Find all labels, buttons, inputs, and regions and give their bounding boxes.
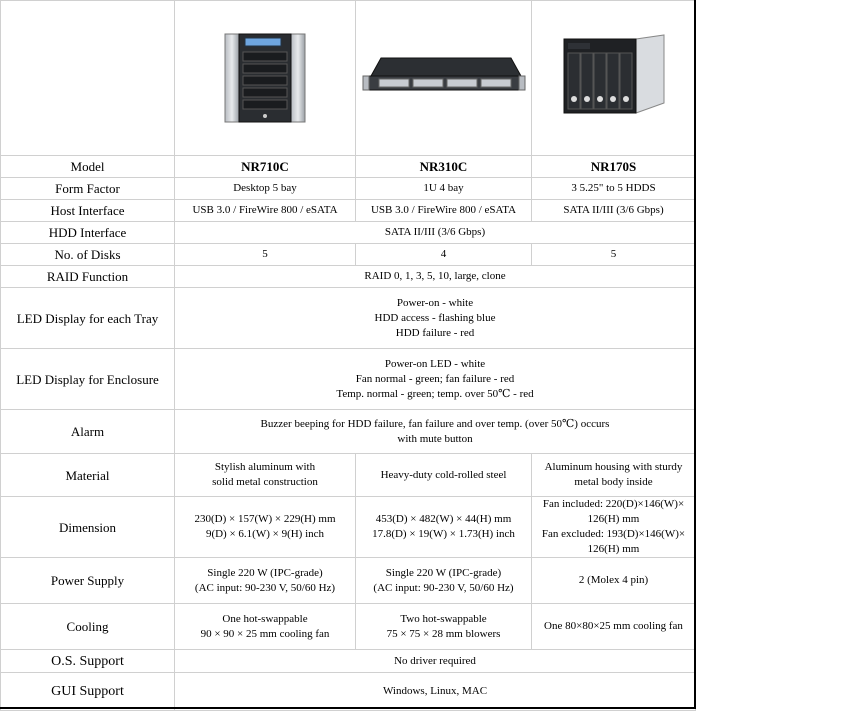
rackmount-enclosure-icon: [361, 48, 527, 108]
material-nr310c: [356, 454, 532, 497]
right-border-rule: [694, 0, 696, 709]
dimension-line: 230(D) × 157(W) × 229(H) mm: [194, 513, 336, 525]
led-tray-line: HDD failure - red: [395, 326, 475, 339]
power-line: (AC input: 90-230 V, 50/60 Hz): [194, 581, 336, 594]
material-line: Aluminum housing with sturdy: [544, 461, 683, 473]
cooling-nr710c: [175, 604, 356, 650]
dimension-line: 126(H) mm: [587, 543, 640, 555]
host-interface-nr310c: USB 3.0 / FireWire 800 / eSATA: [356, 200, 532, 222]
form-factor-nr170s: 3 5.25" to 5 HDDS: [532, 178, 696, 200]
row-led-tray: [1, 288, 696, 349]
material-nr170s: [532, 454, 696, 497]
host-interface-nr170s: SATA II/III (3/6 Gbps): [532, 200, 696, 222]
alarm-value: [175, 410, 696, 454]
power-nr310c: [356, 558, 532, 604]
label-material: Material: [1, 454, 175, 497]
led-enclosure-value: [175, 349, 696, 410]
model-nr310c: NR310C: [356, 156, 532, 178]
label-alarm: Alarm: [1, 410, 175, 454]
row-material: [1, 454, 696, 497]
dimension-line: Fan excluded: 193(D)×146(W)×: [541, 528, 686, 540]
led-enclosure-line: Fan normal - green; fan failure - red: [355, 372, 515, 385]
row-disks: [1, 244, 696, 266]
os-value: No driver required: [175, 650, 696, 673]
label-led-enclosure: LED Display for Enclosure: [1, 349, 175, 410]
row-gui: [1, 673, 696, 711]
cooling-nr170s: [532, 604, 696, 650]
label-host-interface: Host Interface: [1, 200, 175, 222]
power-nr170s: [532, 558, 696, 604]
model-nr170s: NR170S: [532, 156, 696, 178]
led-enclosure-line: Power-on LED - white: [384, 357, 486, 370]
material-line: Heavy-duty cold-rolled steel: [380, 468, 507, 481]
led-enclosure-line: Temp. normal - green; temp. over 50℃ - red: [336, 387, 534, 400]
row-hdd-interface: [1, 222, 696, 244]
dimension-nr170s: [532, 497, 696, 558]
row-form-factor: [1, 178, 696, 200]
row-dimension: [1, 497, 696, 558]
dimension-nr310c: [356, 497, 532, 558]
row-alarm: [1, 410, 696, 454]
label-model: Model: [1, 156, 175, 178]
led-tray-value: [175, 288, 696, 349]
cooling-nr310c: [356, 604, 532, 650]
form-factor-nr310c: 1U 4 bay: [356, 178, 532, 200]
gui-value: Windows, Linux, MAC: [175, 673, 696, 711]
cooling-line: Two hot-swappable: [400, 612, 487, 625]
label-cooling: Cooling: [1, 604, 175, 650]
dimension-line: Fan included: 220(D)×146(W)×: [542, 498, 685, 510]
raid-value: RAID 0, 1, 3, 5, 10, large, clone: [175, 266, 696, 288]
power-line: Single 220 W (IPC-grade): [207, 566, 323, 579]
label-led-tray: LED Display for each Tray: [1, 288, 175, 349]
product-image-nr710c: [175, 1, 356, 156]
material-line: metal body inside: [574, 476, 653, 488]
dimension-line: 126(H) mm: [587, 513, 640, 525]
dimension-line: 453(D) × 482(W) × 44(H) mm: [375, 513, 512, 525]
desktop-enclosure-icon: [215, 28, 315, 128]
dimension-line: 17.8(D) × 19(W) × 1.73(H) inch: [372, 528, 515, 540]
label-power: Power Supply: [1, 558, 175, 604]
power-line: Single 220 W (IPC-grade): [385, 566, 502, 579]
material-line: solid metal construction: [212, 476, 318, 488]
disks-nr170s: 5: [532, 244, 696, 266]
cooling-line: One hot-swappable: [222, 612, 308, 625]
row-led-enclosure: [1, 349, 696, 410]
power-line: (AC input: 90-230 V, 50/60 Hz): [373, 581, 514, 594]
row-cooling: [1, 604, 696, 650]
label-dimension: Dimension: [1, 497, 175, 558]
disks-nr310c: 4: [356, 244, 532, 266]
material-line: Stylish aluminum with: [214, 461, 316, 473]
cooling-line: 90 × 90 × 25 mm cooling fan: [200, 627, 330, 640]
host-interface-nr710c: USB 3.0 / FireWire 800 / eSATA: [175, 200, 356, 222]
empty-corner-cell: [1, 1, 175, 156]
form-factor-nr710c: Desktop 5 bay: [175, 178, 356, 200]
row-host-interface: [1, 200, 696, 222]
label-os: O.S. Support: [1, 650, 175, 673]
label-disks: No. of Disks: [1, 244, 175, 266]
power-nr710c: [175, 558, 356, 604]
product-image-nr170s: [532, 1, 696, 156]
label-raid: RAID Function: [1, 266, 175, 288]
label-form-factor: Form Factor: [1, 178, 175, 200]
dimension-nr710c: [175, 497, 356, 558]
row-model: [1, 156, 696, 178]
model-nr710c: NR710C: [175, 156, 356, 178]
product-image-nr310c: [356, 1, 532, 156]
power-line: 2 (Molex 4 pin): [578, 574, 649, 586]
row-os: [1, 650, 696, 673]
disks-nr710c: 5: [175, 244, 356, 266]
hdd-interface-value: SATA II/III (3/6 Gbps): [175, 222, 696, 244]
alarm-line: with mute button: [397, 432, 473, 445]
material-nr710c: [175, 454, 356, 497]
led-tray-line: Power-on - white: [396, 296, 474, 309]
row-raid: [1, 266, 696, 288]
label-gui: GUI Support: [1, 673, 175, 711]
cooling-line: 75 × 75 × 28 mm blowers: [386, 627, 501, 640]
hot-swap-cage-icon: [554, 33, 674, 123]
image-row: [1, 1, 696, 156]
led-tray-line: HDD access - flashing blue: [374, 311, 496, 324]
alarm-line: Buzzer beeping for HDD failure, fan failure and over temp. (over 50℃) occurs: [260, 417, 610, 430]
cooling-line: One 80×80×25 mm cooling fan: [544, 620, 683, 632]
dimension-line: 9(D) × 6.1(W) × 9(H) inch: [205, 528, 325, 540]
label-hdd-interface: HDD Interface: [1, 222, 175, 244]
row-power: [1, 558, 696, 604]
